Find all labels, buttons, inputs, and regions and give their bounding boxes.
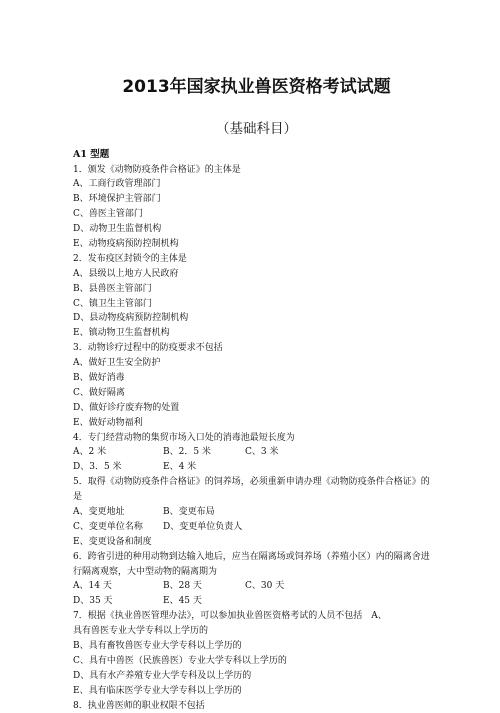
text-line <box>73 654 440 669</box>
line-text: A、县级以上地方人民政府 <box>73 269 179 279</box>
text-line <box>73 192 440 207</box>
text-line <box>73 163 440 178</box>
text-line <box>73 386 440 401</box>
text-line <box>73 490 440 505</box>
text-line <box>73 177 440 192</box>
answer-option: D、3．5 米 <box>73 460 163 475</box>
answer-option: E、45 天 <box>163 594 202 609</box>
line-text: 1．颁发《动物防疫条件合格证》的主体是 <box>73 165 241 175</box>
line-text: 具有兽医专业大学专科以上学历的 <box>73 626 208 636</box>
answer-option: C、30 天 <box>245 579 284 594</box>
line-text: 7．根据《执业兽医管理办法》，可以参加执业兽医资格考试的人员不包括 A、 <box>73 611 387 621</box>
line-text: C、镇卫生主管部门 <box>73 299 152 309</box>
answer-option: D、35 天 <box>73 594 163 609</box>
line-text: E、变更设备和制度 <box>73 537 152 547</box>
text-line <box>73 520 440 535</box>
answer-option: A、14 天 <box>73 579 163 594</box>
answer-option: E、4 米 <box>163 460 196 475</box>
line-text: B、具有畜牧兽医专业大学专科以上学历的 <box>73 641 242 651</box>
text-line <box>73 431 440 446</box>
text-line <box>73 282 440 297</box>
text-line <box>73 565 440 580</box>
answer-option: B、变更布局 <box>163 505 215 520</box>
line-text: A、工商行政管理部门 <box>73 179 161 189</box>
line-text: E、做好动物福利 <box>73 418 143 428</box>
text-line <box>73 460 440 475</box>
text-line <box>73 311 440 326</box>
text-line <box>73 326 440 341</box>
document-title: 2013年国家执业兽医资格考试试题 <box>73 0 440 98</box>
text-line <box>73 475 440 490</box>
line-text: E、镇动物卫生监督机构 <box>73 328 170 338</box>
section-heading: A1 型题 <box>73 148 440 163</box>
text-line <box>73 624 440 639</box>
text-line <box>73 356 440 371</box>
text-line <box>73 639 440 654</box>
text-line <box>73 401 440 416</box>
text-line <box>73 609 440 624</box>
line-text: D、具有水产养殖专业大学专科及以上学历的 <box>73 671 251 681</box>
line-text: C、兽医主管部门 <box>73 209 143 219</box>
line-text: C、做好隔离 <box>73 388 125 398</box>
text-line <box>73 416 440 431</box>
text-line <box>73 267 440 282</box>
line-text: 5．取得《动物防疫条件合格证》的饲养场，必须重新申请办理《动物防疫条件合格证》的 <box>73 477 430 487</box>
text-line <box>73 237 440 252</box>
answer-option: B、2．5 米 <box>163 445 245 460</box>
answer-option: B、28 天 <box>163 579 245 594</box>
answer-option: C、3 米 <box>245 445 278 460</box>
line-text: D、动物卫生监督机构 <box>73 224 161 234</box>
text-line <box>73 699 440 713</box>
line-text: 是 <box>73 492 82 502</box>
text-line <box>73 252 440 267</box>
line-text: E、具有临床医学专业大学专科以上学历的 <box>73 686 242 696</box>
line-text: B、县兽医主管部门 <box>73 284 152 294</box>
line-text: 4．专门经营动物的集贸市场入口处的消毒池最短长度为 <box>73 433 295 443</box>
text-line <box>73 594 440 609</box>
answer-option: D、变更单位负责人 <box>163 520 242 535</box>
text-line <box>73 550 440 565</box>
line-text: 行隔离观察，大中型动物的隔离期为 <box>73 567 217 577</box>
line-text: B、环境保护主管部门 <box>73 194 161 204</box>
text-line <box>73 684 440 699</box>
text-line <box>73 535 440 550</box>
line-text: 8．执业兽医师的职业权限不包括 <box>73 701 205 711</box>
text-line <box>73 297 440 312</box>
text-line <box>73 222 440 237</box>
line-text: 6．跨省引进的种用动物到达输入地后，应当在隔离场或饲养场（养殖小区）内的隔离舍进 <box>73 552 430 562</box>
line-text: C、具有中兽医（民族兽医）专业大学专科以上学历的 <box>73 656 287 666</box>
line-text: 2．发布疫区封锁令的主体是 <box>73 254 187 264</box>
answer-option: A、2 米 <box>73 445 163 460</box>
text-line <box>73 579 440 594</box>
text-line <box>73 445 440 460</box>
line-text: D、做好诊疗废弃物的处置 <box>73 403 179 413</box>
answer-option: C、变更单位名称 <box>73 520 163 535</box>
text-line <box>73 341 440 356</box>
text-line <box>73 207 440 222</box>
answer-option: A、变更地址 <box>73 505 163 520</box>
line-text: B、做好消毒 <box>73 373 125 383</box>
line-text: A、做好卫生安全防护 <box>73 358 161 368</box>
line-text: D、县动物疫病预防控制机构 <box>73 313 188 323</box>
line-text: E、动物疫病预防控制机构 <box>73 239 179 249</box>
line-text: 3．动物诊疗过程中的防疫要求不包括 <box>73 343 223 353</box>
text-line <box>73 669 440 684</box>
text-line <box>73 505 440 520</box>
question-list <box>73 163 440 713</box>
document-subtitle: （基础科目） <box>73 120 440 138</box>
text-line <box>73 371 440 386</box>
